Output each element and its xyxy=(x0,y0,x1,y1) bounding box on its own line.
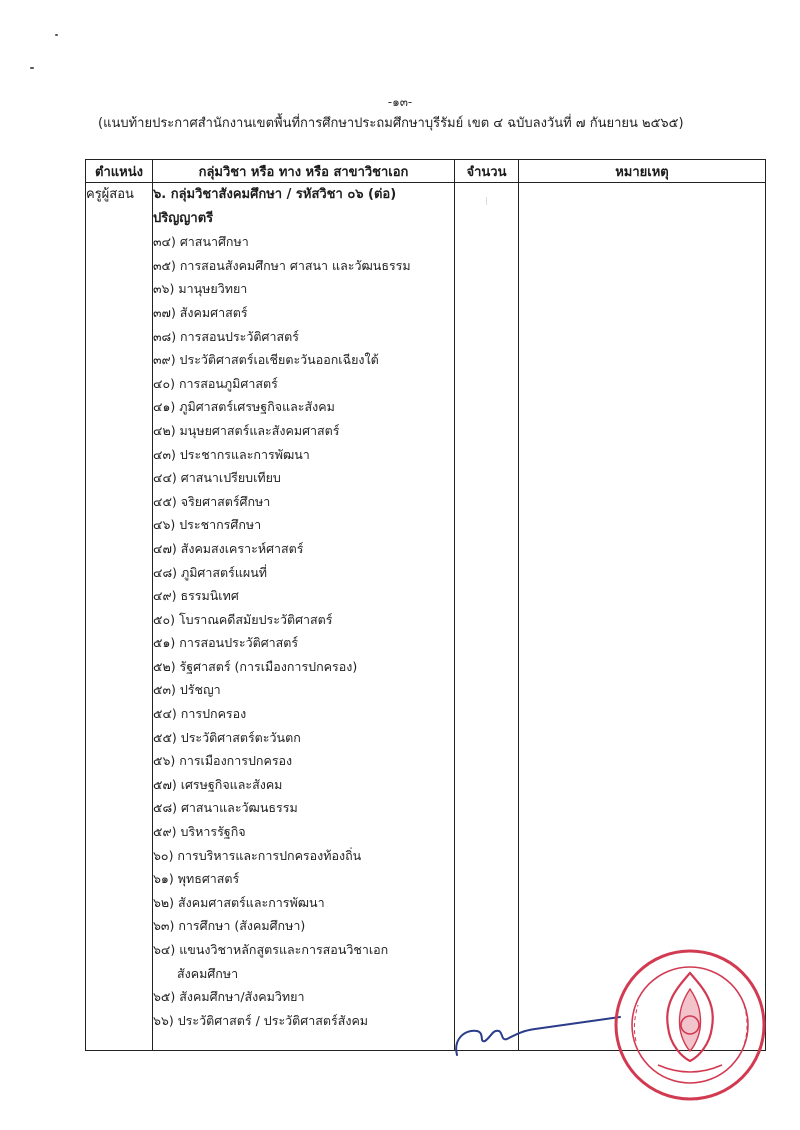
list-item: ๓๖) มานุษยวิทยา xyxy=(153,281,248,297)
scan-speck xyxy=(55,34,58,36)
list-item: ๔๖) ประชากรศึกษา xyxy=(153,517,262,533)
list-item: ๖๕) สังคมศึกษา/สังคมวิทยา xyxy=(153,989,305,1005)
position-cell: ครูผู้สอน xyxy=(86,183,153,1051)
faint-mark xyxy=(486,197,487,205)
column-header-subject: กลุ่มวิชา หรือ ทาง หรือ สาขาวิชาเอก xyxy=(153,160,455,183)
list-item: สังคมศึกษา xyxy=(177,965,239,981)
list-item: ๖๐) การบริหารและการปกครองท้องถิ่น xyxy=(153,847,362,863)
list-item: ๕๙) บริหารรัฐกิจ xyxy=(153,824,246,840)
table-header-row xyxy=(86,160,766,183)
official-seal xyxy=(610,945,770,1105)
list-item: ๕๐) โบราณคดีสมัยประวัติศาสตร์ xyxy=(153,611,333,627)
list-item: ๓๕) การสอนสังคมศึกษา ศาสนา และวัฒนธรรม xyxy=(153,257,411,273)
list-item: ๔๕) จริยศาสตร์ศึกษา xyxy=(153,493,271,509)
degree-label: ปริญญาตรี xyxy=(153,210,214,226)
list-item: ๖๓) การศึกษา (สังคมศึกษา) xyxy=(153,918,306,934)
list-item: ๕๖) การเมืองการปกครอง xyxy=(153,753,293,769)
column-header-position: ตำแหน่ง xyxy=(86,160,153,183)
list-item: ๔๘) ภูมิศาสตร์แผนที่ xyxy=(153,564,268,580)
document-subtitle: (แนบท้ายประกาศสำนักงานเขตพื้นที่การศึกษาประถมศึกษาบุรีรัมย์ เขต ๔ ฉบับลงวันที่ ๗ กันยายน ๒๕๖๕) xyxy=(98,116,684,131)
list-item: ๔๔) ศาสนาเปรียบเทียบ xyxy=(153,470,281,486)
column-header-count: จำนวน xyxy=(455,160,519,183)
list-item: ๓๙) ประวัติศาสตร์เอเชียตะวันออกเฉียงใต้ xyxy=(153,352,379,368)
column-header-remarks: หมายเหตุ xyxy=(519,160,766,183)
list-item: ๓๘) การสอนประวัติศาสตร์ xyxy=(153,328,299,344)
subject-list xyxy=(153,230,454,1032)
positions-table xyxy=(85,159,766,1051)
list-item: ๔๐) การสอนภูมิศาสตร์ xyxy=(153,375,278,391)
page-number: -๑๓- xyxy=(387,95,413,109)
list-item: ๔๗) สังคมสงเคราะห์ศาสตร์ xyxy=(153,540,304,556)
list-item: ๔๙) ธรรมนิเทศ xyxy=(153,588,239,604)
list-item: ๕๓) ปรัชญา xyxy=(153,682,221,698)
list-item: ๔๑) ภูมิศาสตร์เศรษฐกิจและสังคม xyxy=(153,399,335,415)
list-item: ๖๖) ประวัติศาสตร์ / ประวัติศาสตร์สังคม xyxy=(153,1012,369,1028)
list-item: ๓๗) สังคมศาสตร์ xyxy=(153,304,248,320)
scan-speck xyxy=(30,67,34,69)
remarks-cell xyxy=(519,183,766,1051)
list-item: ๕๘) ศาสนาและวัฒนธรรม xyxy=(153,800,298,816)
list-item: ๕๔) การปกครอง xyxy=(153,706,247,722)
list-item: ๔๓) ประชากรและการพัฒนา xyxy=(153,446,310,462)
table-row xyxy=(86,183,766,1051)
list-item: ๖๔) แขนงวิชาหลักสูตรและการสอนวิชาเอก xyxy=(153,942,389,957)
list-item: ๕๑) การสอนประวัติศาสตร์ xyxy=(153,635,299,651)
list-item: ๕๕) ประวัติศาสตร์ตะวันตก xyxy=(153,729,301,745)
list-item: ๖๒) สังคมศาสตร์และการพัฒนา xyxy=(153,894,325,910)
list-item: ๕๗) เศรษฐกิจและสังคม xyxy=(153,776,283,792)
count-cell xyxy=(455,183,519,1051)
list-item: ๕๒) รัฐศาสตร์ (การเมืองการปกครอง) xyxy=(153,658,358,674)
list-item: ๔๒) มนุษยศาสตร์และสังคมศาสตร์ xyxy=(153,422,340,438)
list-item: ๖๑) พุทธศาสตร์ xyxy=(153,871,240,887)
group-heading: ๖. กลุ่มวิชาสังคมศึกษา / รหัสวิชา ๐๖ (ต่อ) xyxy=(153,187,397,202)
list-item: ๓๔) ศาสนาศึกษา xyxy=(153,234,249,250)
subject-cell xyxy=(153,183,455,1051)
